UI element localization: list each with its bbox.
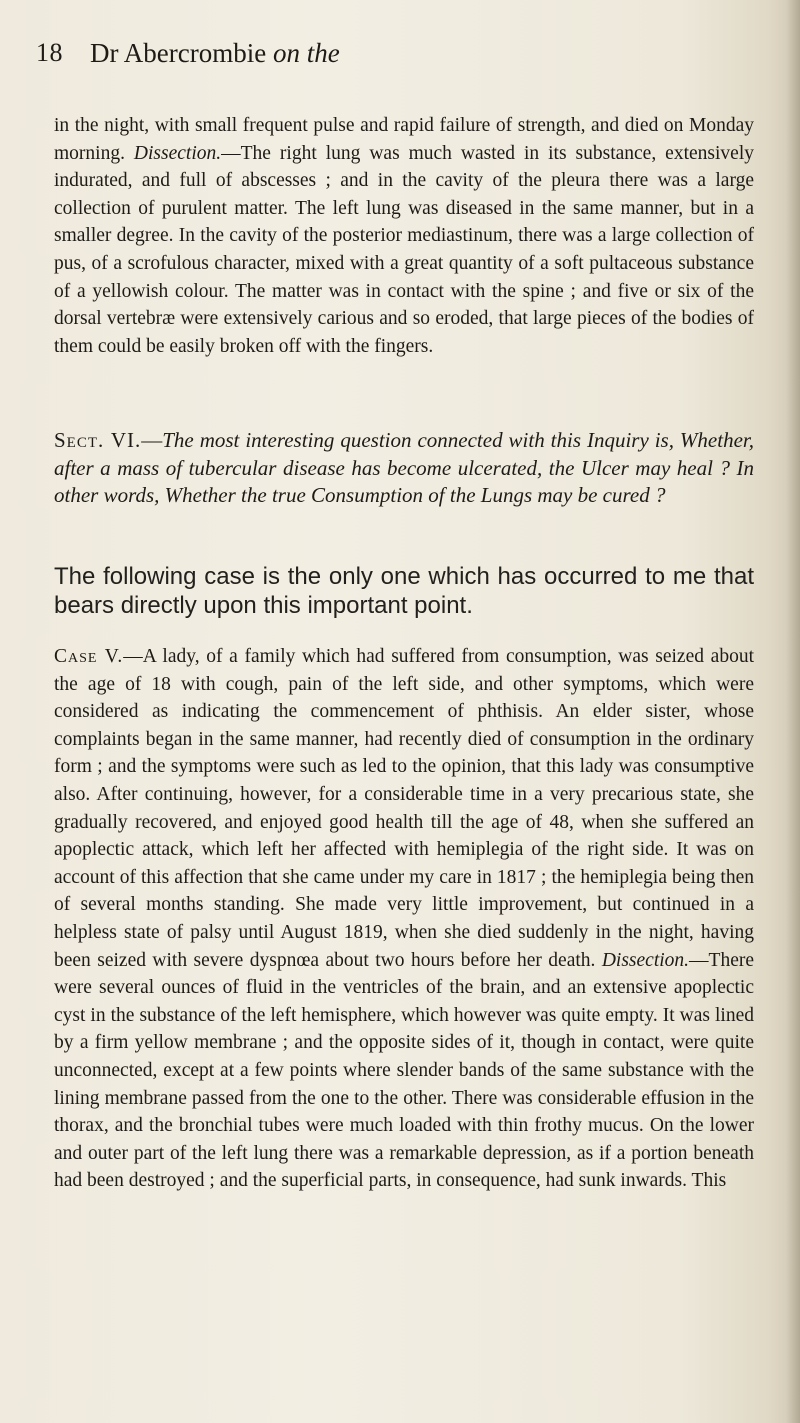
page-number: 18: [36, 38, 63, 67]
page-header: [36, 38, 756, 78]
dissection-label: Dissection.: [133, 142, 222, 164]
intro-paragraph: [54, 562, 754, 620]
case-label: Case V.: [54, 646, 124, 667]
paragraph-text-b: —The right lung was much wasted in its substance, extensively indurated, and full of abscesses ; and in the cavity of the pleura there was a large collection of purulent matter. The left lung was diseased in the same manner, but in a smaller degree. In the cavity of the posterior mediastinum, there was a large collection of pus, of a scrofulous character, mixed with a great quantity of a soft pultaceous substance of a yellowish colour. The matter was in contact with the spine ; and five or six of the dorsal vertebræ were extensively carious and so eroded, that large pieces of the bodies of them could be easily broken off with the fingers.: [54, 142, 754, 357]
section-label: Sect. VI.: [54, 428, 142, 452]
running-head-italic: on the: [272, 38, 340, 68]
case-text-b: —There were several ounces of fluid in the ventricles of the brain, and an extensive apoplectic cyst in the substance of the left hemisphere, which however was quite empty. It was lined by a firm yellow membrane ; and the opposite sides of it, though in contact, were quite unconnected, except at a few points where slender bands of the same substance with the lining membrane passed from the one to the other. There was considerable effusion in the thorax, and the bronchial tubes were much loaded with thin frothy mucus. On the lower and outer part of the left lung there was a remarkable depression, as if a portion beneath had been destroyed ; and the superficial parts, in consequence, had sunk inwards. This: [54, 949, 754, 1192]
case-text-a: —A lady, of a family which had suffered from consumption, was seized about the age of 18 with cough, pain of the left side, and other symptoms, which were considered as indicating the commencement of phthisis. An elder sister, whose complaints began in the same manner, had recently died of consumption in the ordinary form ; and the symptoms were such as led to the opinion, that this lady was consumptive also. After continuing, however, for a considerable time in a very precarious state, she gradually recovered, and enjoyed good health till the age of 48, when she suffered an apoplectic attack, which left her affected with hemiplegia of the right side. It was on account of this affection that she came under my care in 1817 ; the hemiplegia being then of several months standing. She made very little improvement, but continued in a helpless state of palsy until August 1819, when she died suddenly in the night, having been seized with severe dyspnœa about two hours before her death.: [54, 646, 754, 971]
paragraph-text: [54, 112, 754, 360]
section-dash: —: [141, 428, 163, 452]
running-head-prefix: Dr Abercrombie: [90, 38, 267, 68]
page-edge-shadow: [786, 0, 800, 1423]
intro-text: The following case is the only one which has occurred to me that bears directly upon this important point.: [54, 563, 754, 619]
case-text: [54, 643, 754, 1195]
paragraph-continuation: [54, 112, 754, 360]
paragraph-text-a: in the night, with small frequent pulse and rapid failure of strength, and died on Monday morning.: [54, 115, 754, 164]
section-question: The most interesting question connected with this Inquiry is, Whether, after a mass of tubercular disease has become ulcerated, the Ulcer may heal ? In other words, Whether the true Consumption of the Lungs may be cured ?: [54, 428, 754, 508]
section-heading: [54, 427, 754, 510]
running-head: [90, 38, 340, 69]
case-dissection-label: Dissection.: [601, 949, 690, 971]
section-text: [54, 427, 754, 510]
case-paragraph: [54, 643, 754, 1195]
